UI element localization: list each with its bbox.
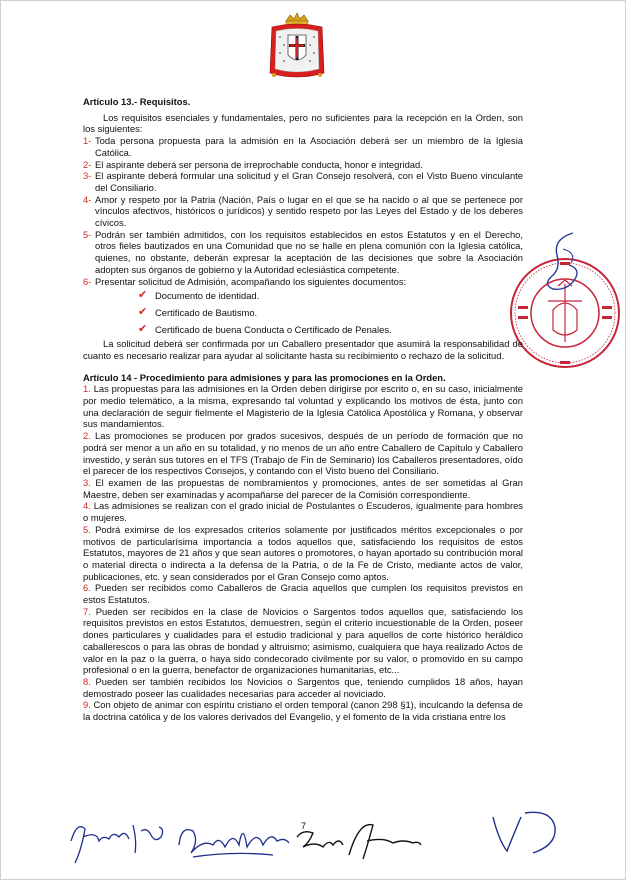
list-item <box>83 500 523 523</box>
list-item-text: Con objeto de animar con espíritu cristiano el orden temporal (canon 298 §1), inculcando la defensa de la doctrina católica y de los valores derivados del Evangelio, y el fomento de la vida cristiana entre los <box>83 699 524 723</box>
list-item <box>83 159 523 171</box>
page-number: 7 <box>301 821 307 831</box>
document-name: Documento de identidad. <box>155 289 260 301</box>
list-item <box>83 606 523 676</box>
signature-3 <box>293 801 423 871</box>
list-number: 6- <box>83 275 92 287</box>
list-item <box>83 135 523 158</box>
list-item <box>83 699 523 722</box>
list-item-text: Las admisiones se realizan con el grado inicial de Postulantes o Escuderos, igualmente para hombres o mujeres. <box>83 500 523 524</box>
document-checklist-item <box>138 321 523 338</box>
checkmark-icon: ✔ <box>138 305 148 318</box>
list-item-text: Toda persona propuesta para la admisión en la Asociación deberá ser un miembro de la Iglesia Católica. <box>95 135 523 158</box>
main-text <box>83 96 523 723</box>
signature-4 <box>481 801 571 871</box>
list-number: 1. <box>83 383 91 395</box>
signature-seal-overlay <box>533 229 589 299</box>
list-item-text: Podrá eximirse de los expresados criterios solamente por justificados méritos excepcionales o por motivos de particularísima importancia a todos aquellos que, satisfaciendo los requisitos de estos Estatutos, mayores de 21 años y que sean autores o promotores, o hayan aportado su contribución moral o material directa o indirecta a la defensa de la Patria, o de la Fe de Cristo, mediante actos de valor, publicaciones, etc. y sean considerados por el Gran Consejo como aptos. <box>83 523 523 582</box>
list-item <box>83 430 523 477</box>
list-item-text: El examen de las propuestas de nombramientos y promociones, antes de ser sometidas al Gran Maestre, deben ser examinadas y acompañarse del parecer de la Comisión correspondiente. <box>83 476 523 500</box>
list-item-text: Las promociones se producen por grados sucesivos, después de un período de formación que no podrá ser menor a un año en su totalidad, y no menos de un año entre Caballero de Capítulo y Caballero investido, y serán sus tutores en el TFS (Trabajo de Fin de Seminario) los Caballeros presentadores, oído el parecer de los respectivos Consejos, y contando con el Visto bueno del Consiliario. <box>83 430 523 477</box>
article-14-title: Artículo 14 - Procedimiento para admisiones y para las promociones en la Orden. <box>83 371 446 383</box>
list-item <box>83 194 523 229</box>
list-number: 9. <box>83 699 91 711</box>
list-item-text: Amor y respeto por la Patria (Nación, País o lugar en el que se ha nacido o al que se pertenece por vínculos afectivos, históricos o jurídicos) y sentido respeto por las Leyes del Estado y de los deberes cívicos. <box>95 193 523 229</box>
document-checklist-item <box>138 304 523 321</box>
checkmark-icon: ✔ <box>138 288 148 301</box>
list-item-text: Pueden ser recibidos en la clase de Novicios o Sargentos todos aquellos que, satisfaciendo los requisitos previstos en estos Estatutos, demuestren, según el criterio incuestionable de la Orden, poseer dones particulares y cualidades para el estudio tradicional y para aquellos de corte histórico heráldico caballerescos o para las obras de bondad y altruismo; asimismo, cualquiera que haya realizado Actos de valor en la paz o la guerra, o haya sido condecorado civilmente por su valor, o promovido en su campo profesional o en la guerra, benefactor de organizaciones humanitarias, etc... <box>83 605 523 676</box>
list-item <box>83 676 523 699</box>
list-item <box>83 477 523 500</box>
list-number: 2- <box>83 158 92 170</box>
article-13-title: Artículo 13.- Requisitos. <box>83 96 191 107</box>
list-item-text: Pueden ser también recibidos los Novicios o Sargentos que, teniendo cumplidos 18 años, hayan demostrado poseer las cualidades necesarias para acceder al noviciado. <box>83 675 523 699</box>
list-item <box>83 229 523 276</box>
coat-of-arms-icon <box>266 11 328 85</box>
list-number: 4- <box>83 193 92 205</box>
list-number: 7. <box>83 605 91 617</box>
list-item-text: Presentar solicitud de Admisión, acompañando los siguientes documentos: <box>95 275 407 287</box>
signature-1 <box>63 801 173 871</box>
list-item-text: Pueden ser recibidos como Caballeros de Gracia aquellos que cumplen los requisitos previstos en estos Estatutos. <box>83 582 523 606</box>
list-number: 6. <box>83 582 91 594</box>
list-item-text: El aspirante deberá ser persona de irreprochable conducta, honor e integridad. <box>95 158 423 170</box>
document-name: Certificado de buena Conducta o Certificado de Penales. <box>155 323 392 335</box>
document-name: Certificado de Bautismo. <box>155 306 258 318</box>
list-number: 5. <box>83 523 91 535</box>
list-item-text: Podrán ser también admitidos, con los requisitos establecidos en estos Estatutos y en el Derecho, otros fieles bautizados en una Comunidad que no se halle en plena comunión con la Iglesia católica, quienes, no obstante, deberán expresar la aceptación de las decisiones que sobre la Asociación adopten sus órganos de gobierno y la Autoridad eclesiástica competente. <box>95 228 523 275</box>
list-item-text: El aspirante deberá formular una solicitud y el Gran Consejo resolverá, con el Visto Bueno vinculante del Consiliario. <box>95 170 523 193</box>
list-item <box>83 170 523 193</box>
list-item <box>83 383 523 430</box>
list-number: 8. <box>83 675 91 687</box>
list-number: 1- <box>83 135 92 147</box>
list-number: 5- <box>83 228 92 240</box>
list-number: 3. <box>83 476 91 488</box>
list-item-text: Las propuestas para las admisiones en la Orden deben dirigirse por escrito o, en su caso, inicialmente por medio telemático, a la misma, expresando tal voluntad y explicando los motivos de ésta, junto con una declaración de seguir fielmente el Magisterio de la Iglesia Católica Apostólica y Romana, y observar sus mandamientos. <box>83 383 523 430</box>
list-item <box>83 524 523 583</box>
list-number: 3- <box>83 170 92 182</box>
list-item <box>83 276 523 288</box>
article-13-closing: La solicitud deberá ser confirmada por un Caballero presentador que asumirá la responsabilidad de cuanto es necesario realizar para ayudar al solicitante hasta su recibimiento o rechazo de la solicitud. <box>83 338 523 361</box>
document-checklist-item <box>138 287 523 304</box>
list-number: 2. <box>83 430 91 442</box>
checkmark-icon: ✔ <box>138 322 148 335</box>
article-13-intro: Los requisitos esenciales y fundamentales, pero no suficientes para la recepción en la Orden, son los siguientes: <box>83 111 523 135</box>
list-item <box>83 582 523 605</box>
signature-2 <box>173 801 293 871</box>
list-number: 4. <box>83 500 91 512</box>
